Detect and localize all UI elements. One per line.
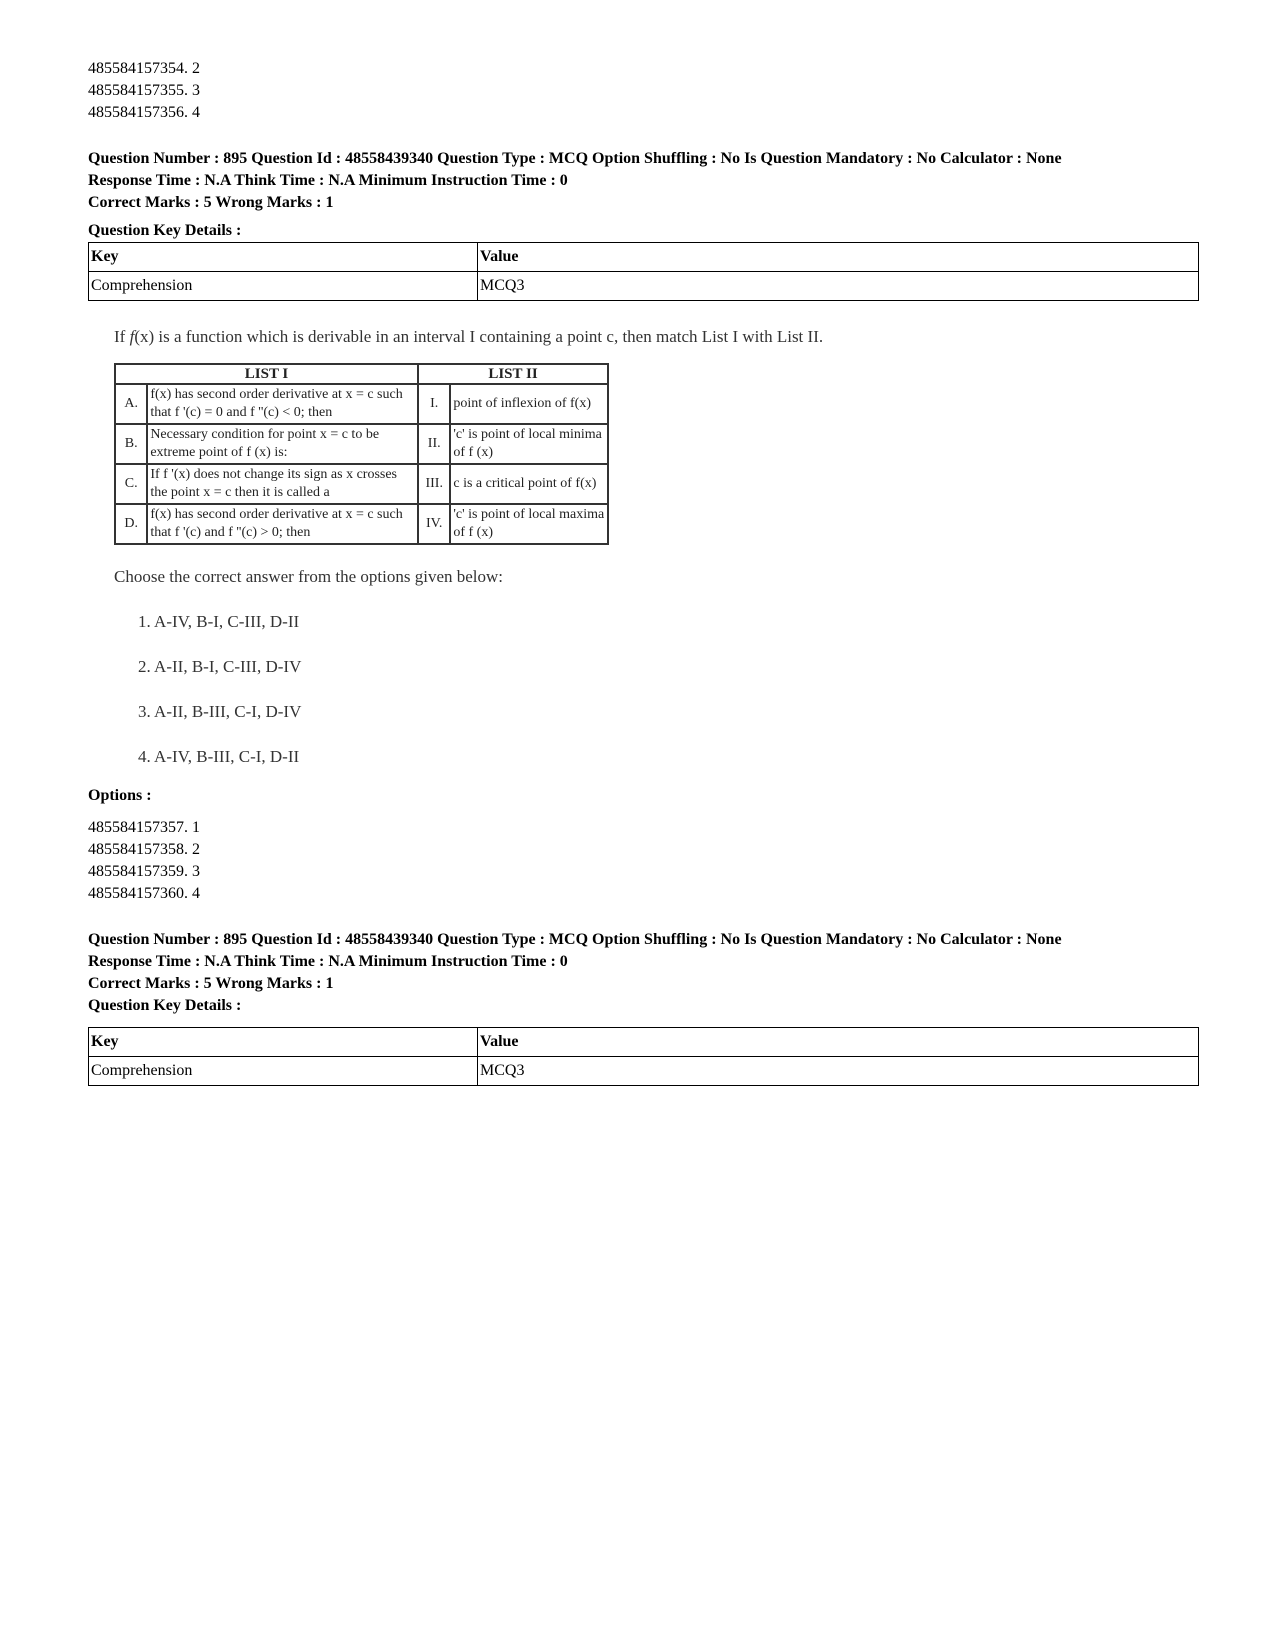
- list-2-label: IV.: [418, 504, 450, 544]
- table-header-row: [89, 1028, 1199, 1057]
- list-1-item: f(x) has second order derivative at x = c such that f '(c) = 0 and f ''(c) < 0; then: [147, 384, 418, 424]
- list-2-label: II.: [418, 424, 450, 464]
- question-meta-line: Correct Marks : 5 Wrong Marks : 1: [88, 194, 334, 211]
- option-item: 485584157359. 3: [88, 863, 200, 880]
- option-item: 485584157358. 2: [88, 841, 200, 858]
- answer-choices-list: [138, 599, 934, 779]
- list-1-label: C.: [115, 464, 147, 504]
- match-list-table: [114, 363, 609, 545]
- question-meta-block: [88, 148, 1200, 240]
- question-meta-line: Response Time : N.A Think Time : N.A Minimum Instruction Time : 0: [88, 172, 568, 189]
- table-row: [89, 1057, 1199, 1086]
- match-row: [115, 504, 608, 544]
- answer-choice: 3. A-II, B-III, C-I, D-IV: [138, 702, 302, 721]
- list-1-item: If f '(x) does not change its sign as x crosses the point x = c then it is called a: [147, 464, 418, 504]
- table-cell-value: MCQ3: [478, 1057, 1199, 1086]
- table-cell-key: Comprehension: [89, 1057, 478, 1086]
- question-stem: If f(x) is a function which is derivable in an interval I containing a point c, then match List I with List II.: [114, 327, 824, 346]
- options-label: Options :: [88, 787, 152, 804]
- table-header-key: Key: [89, 243, 478, 272]
- list-1-label: D.: [115, 504, 147, 544]
- previous-options-list: [88, 58, 1200, 124]
- table-header-row: [89, 243, 1199, 272]
- question-key-table: [88, 242, 1199, 301]
- question-key-details-label: Question Key Details :: [88, 222, 242, 239]
- list-1-item: Necessary condition for point x = c to be extreme point of f (x) is:: [147, 424, 418, 464]
- list-2-item: 'c' is point of local maxima of f (x): [450, 504, 608, 544]
- match-row: [115, 384, 608, 424]
- list-2-header: LIST II: [418, 364, 608, 384]
- list-1-label: A.: [115, 384, 147, 424]
- match-row: [115, 424, 608, 464]
- table-header-value: Value: [478, 243, 1199, 272]
- options-list: [88, 817, 1200, 905]
- match-row: [115, 464, 608, 504]
- question-meta-block: [88, 929, 1200, 1017]
- question-meta-line: Question Number : 895 Question Id : 48558439340 Question Type : MCQ Option Shuffling : No Is Question Mandatory : No Calculator : None: [88, 931, 1062, 948]
- table-header-key: Key: [89, 1028, 478, 1057]
- choose-instruction: Choose the correct answer from the options given below:: [114, 567, 504, 586]
- option-item: 485584157357. 1: [88, 819, 200, 836]
- question-meta-line: Correct Marks : 5 Wrong Marks : 1: [88, 975, 334, 992]
- list-1-item: f(x) has second order derivative at x = c such that f '(c) and f ''(c) > 0; then: [147, 504, 418, 544]
- option-item: 485584157355. 3: [88, 82, 200, 99]
- match-header-row: [115, 364, 608, 384]
- question-key-table: [88, 1027, 1199, 1086]
- list-2-item: 'c' is point of local minima of f (x): [450, 424, 608, 464]
- list-2-label: III.: [418, 464, 450, 504]
- option-item: 485584157360. 4: [88, 885, 200, 902]
- question-meta-line: Response Time : N.A Think Time : N.A Minimum Instruction Time : 0: [88, 953, 568, 970]
- list-1-label: B.: [115, 424, 147, 464]
- question-key-details-label: Question Key Details :: [88, 997, 242, 1014]
- table-header-value: Value: [478, 1028, 1199, 1057]
- table-cell-key: Comprehension: [89, 272, 478, 301]
- option-item: 485584157356. 4: [88, 104, 200, 121]
- table-cell-value: MCQ3: [478, 272, 1199, 301]
- table-row: [89, 272, 1199, 301]
- answer-choice: 4. A-IV, B-III, C-I, D-II: [138, 747, 300, 766]
- list-2-item: point of inflexion of f(x): [450, 384, 608, 424]
- answer-choice: 2. A-II, B-I, C-III, D-IV: [138, 657, 302, 676]
- document-page: [88, 58, 1200, 1086]
- list-2-item: c is a critical point of f(x): [450, 464, 608, 504]
- list-2-label: I.: [418, 384, 450, 424]
- question-image: [114, 325, 934, 779]
- option-item: 485584157354. 2: [88, 60, 200, 77]
- question-meta-line: Question Number : 895 Question Id : 48558439340 Question Type : MCQ Option Shuffling : No Is Question Mandatory : No Calculator : None: [88, 150, 1062, 167]
- list-1-header: LIST I: [115, 364, 418, 384]
- answer-choice: 1. A-IV, B-I, C-III, D-II: [138, 612, 300, 631]
